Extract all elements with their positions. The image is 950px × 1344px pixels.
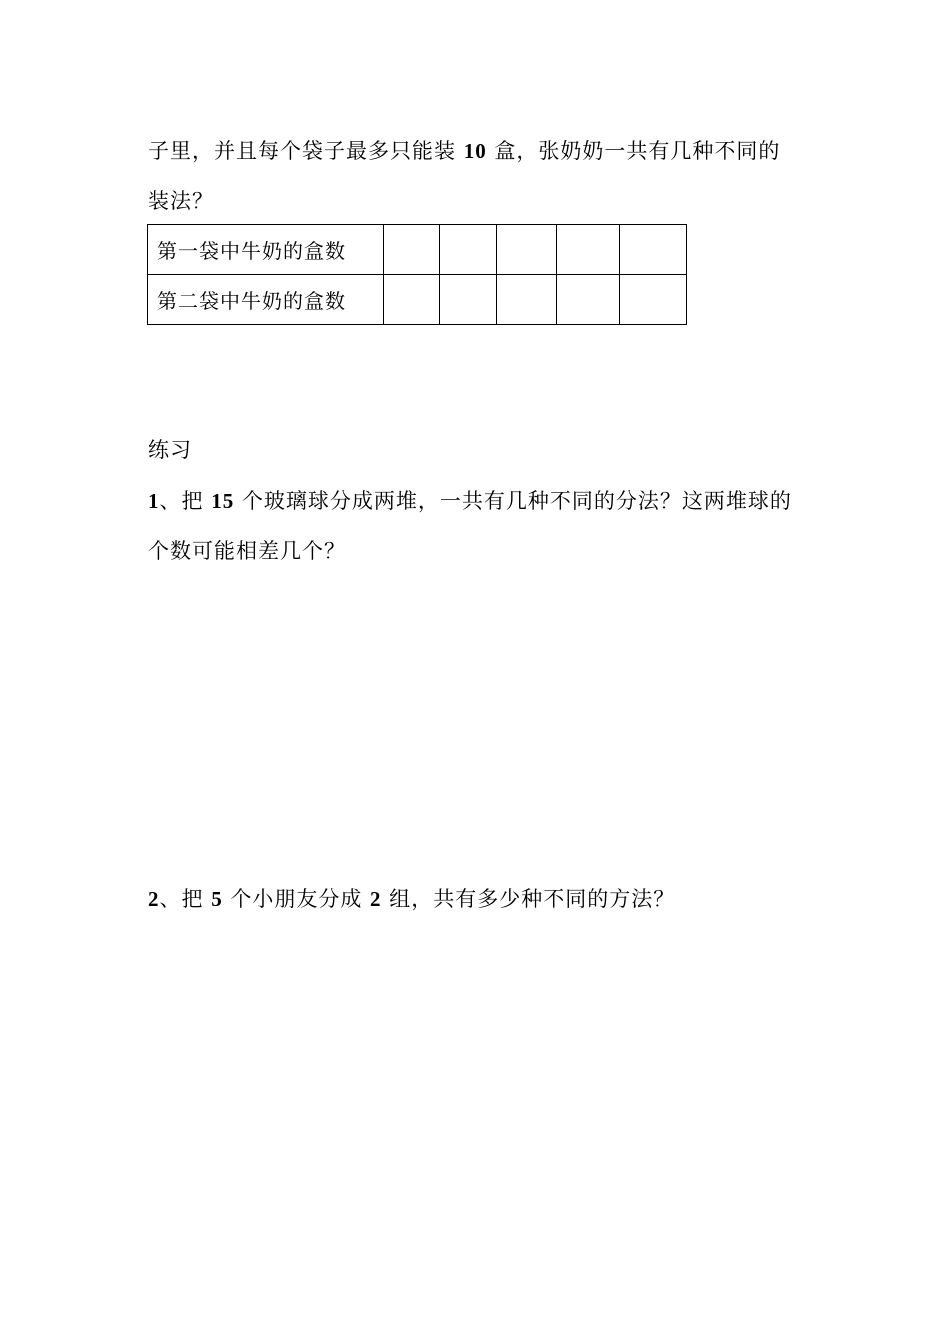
table-cell <box>557 275 620 325</box>
row-label: 第一袋中牛奶的盒数 <box>148 225 384 275</box>
question-value: 15 <box>211 489 235 513</box>
intro-line-1 <box>148 138 780 164</box>
question-2 <box>148 886 675 912</box>
table-cell <box>620 225 687 275</box>
question-1-line-1 <box>148 488 792 514</box>
question-number: 2 <box>148 887 160 911</box>
intro-text-a: 子里，并且每个袋子最多只能装 <box>148 139 464 163</box>
table-cell <box>620 275 687 325</box>
question-text: 个小朋友分成 <box>222 887 371 911</box>
table-cell <box>440 225 497 275</box>
table-cell <box>384 275 440 325</box>
row-label: 第二袋中牛奶的盒数 <box>148 275 384 325</box>
question-text: 、把 <box>159 887 212 911</box>
table-cell <box>557 225 620 275</box>
table-cell <box>440 275 497 325</box>
question-text: 、把 <box>159 489 212 513</box>
intro-line-2: 装法？ <box>148 189 214 213</box>
table-row <box>148 225 687 275</box>
question-value: 2 <box>370 887 382 911</box>
table-cell <box>384 225 440 275</box>
question-text: 组，共有多少种不同的方法？ <box>381 887 676 911</box>
question-number: 1 <box>148 489 160 513</box>
intro-text-b: 盒，张奶奶一共有几种不同的 <box>486 139 781 163</box>
table-row <box>148 275 687 325</box>
intro-number: 10 <box>463 139 487 163</box>
milk-box-table <box>147 224 687 325</box>
table-cell <box>497 225 557 275</box>
question-value: 5 <box>211 887 223 911</box>
table-cell <box>497 275 557 325</box>
question-text: 个玻璃球分成两堆，一共有几种不同的分法？这两堆球的 <box>234 489 792 513</box>
question-1-line-2: 个数可能相差几个？ <box>148 539 346 563</box>
practice-heading: 练习 <box>148 438 192 462</box>
